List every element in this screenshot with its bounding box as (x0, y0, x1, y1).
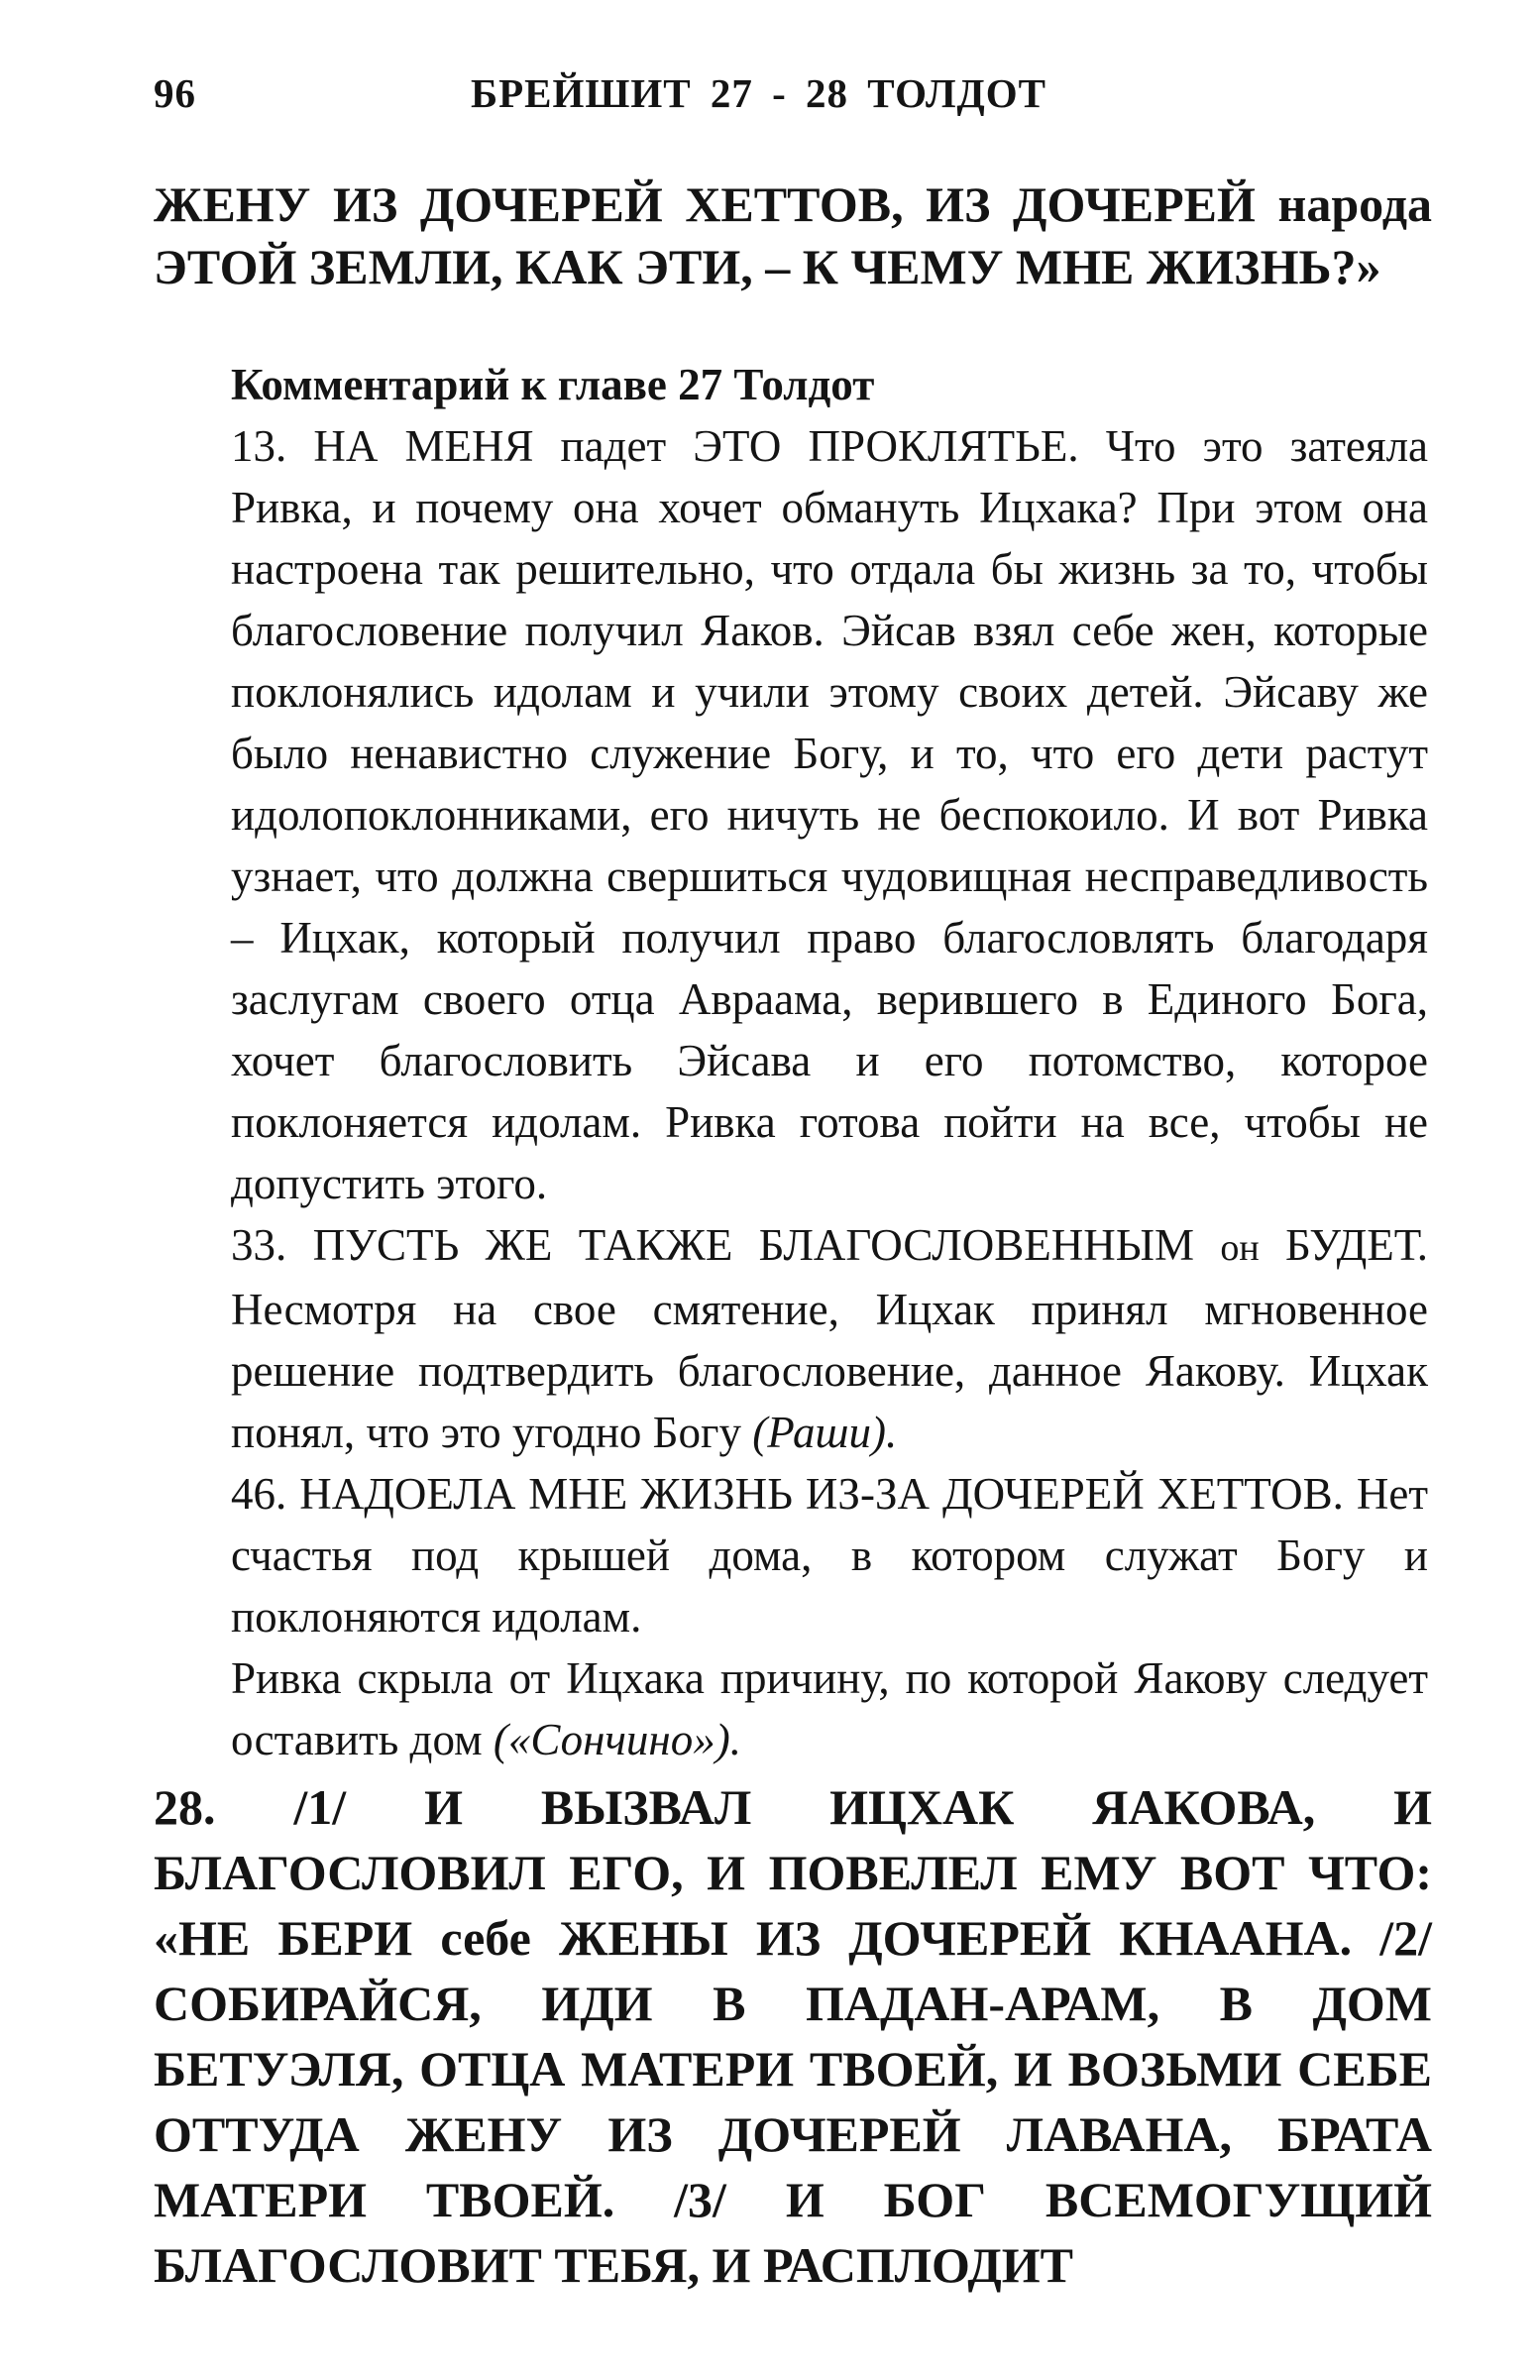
note-33-heading-end: БУДЕТ. (1259, 1220, 1428, 1270)
commentary-note-46: 46. НАДОЕЛА МНЕ ЖИЗНЬ ИЗ-ЗА ДОЧЕРЕЙ ХЕТТОВ. Нет счастья под крышей дома, в котором служат Богу и поклоняются идолам. (231, 1469, 1428, 1642)
commentary-heading: Комментарий к главе 27 Толдот (231, 360, 875, 409)
note-33-heading: 33. ПУСТЬ ЖЕ ТАКЖЕ БЛАГОСЛОВЕННЫМ (231, 1220, 1221, 1270)
note-33-citation: (Раши). (752, 1408, 898, 1457)
note-46-citation: («Сончино»). (493, 1715, 741, 1764)
note-33-insert: он (1220, 1227, 1260, 1269)
commentary-note-33 (231, 1214, 1428, 1463)
commentary-note-46-continued (231, 1647, 1428, 1770)
verse-bottom-part-1: 28. /1/ И ВЫЗВАЛ ИЦХАК ЯАКОВА, И БЛАГОСЛОВИЛ ЕГО, И ПОВЕЛЕЛ ЕМУ ВОТ ЧТО: «НЕ БЕРИ (154, 1779, 1432, 1966)
verse-top-insert: народа (1277, 176, 1432, 232)
page-number: 96 (154, 70, 196, 116)
verse-top-part-1: ЖЕНУ ИЗ ДОЧЕРЕЙ ХЕТТОВ, ИЗ ДОЧЕРЕЙ (154, 176, 1278, 232)
running-head (154, 69, 1421, 119)
commentary-note-13: 13. НА МЕНЯ падет ЭТО ПРОКЛЯТЬЕ. Что это затеяла Ривка, и почему она хочет обмануть Ицхака? При этом она настроена так решительно, что отдала бы жизнь за то, чтобы благословение получил Яаков. Эйсав взял себе жен, которые поклонялись идолам и учили этому своих детей. Эйсаву же было ненавистно служение Богу, и то, что его дети растут идолопоклонниками, его ничуть не беспокоило. И вот Ривка узнает, что должна свершиться чудовищная несправедливость – Ицхак, который получил право благословлять благодаря заслугам своего отца Авраама, верившего в Единого Бога, хочет благословить Эйсава и его потомство, которое поклоняется идолам. Ривка готова пойти на все, чтобы не допустить этого. (231, 421, 1428, 1208)
verse-bottom-part-2: ЖЕНЫ ИЗ ДОЧЕРЕЙ КНААНА. /2/ СОБИРАЙСЯ, ИДИ В ПАДАН-АРАМ, В ДОМ БЕТУЭЛЯ, ОТЦА МАТЕРИ ТВОЕЙ, И ВОЗЬМИ СЕБЕ ОТТУДА ЖЕНУ ИЗ ДОЧЕРЕЙ ЛАВАНА, БРАТА МАТЕРИ ТВОЕЙ. /3/ И БОГ ВСЕМОГУЩИЙ БЛАГОСЛОВИТ ТЕБЯ, И РАСПЛОДИТ (154, 1910, 1432, 2293)
verse-bottom-insert: себе (440, 1910, 531, 1966)
verse-text-top (154, 173, 1432, 298)
verse-top-part-2: ЭТОЙ ЗЕМЛИ, КАК ЭТИ, – К ЧЕМУ МНЕ ЖИЗНЬ?» (154, 239, 1381, 294)
note-33-body: Несмотря на свое смятение, Ицхак принял мгновенное решение подтвердить благословение, данное Яакову. Ицхак понял, что это угодно Богу (231, 1285, 1428, 1457)
note-46-continued-body: Ривка скрыла от Ицхака причину, по которой Яакову следует оставить дом (231, 1653, 1428, 1764)
running-title: БРЕЙШИТ 27 - 28 ТОЛДОТ (471, 70, 1046, 116)
commentary-block (231, 354, 1428, 1770)
verse-text-bottom (154, 1774, 1432, 2298)
